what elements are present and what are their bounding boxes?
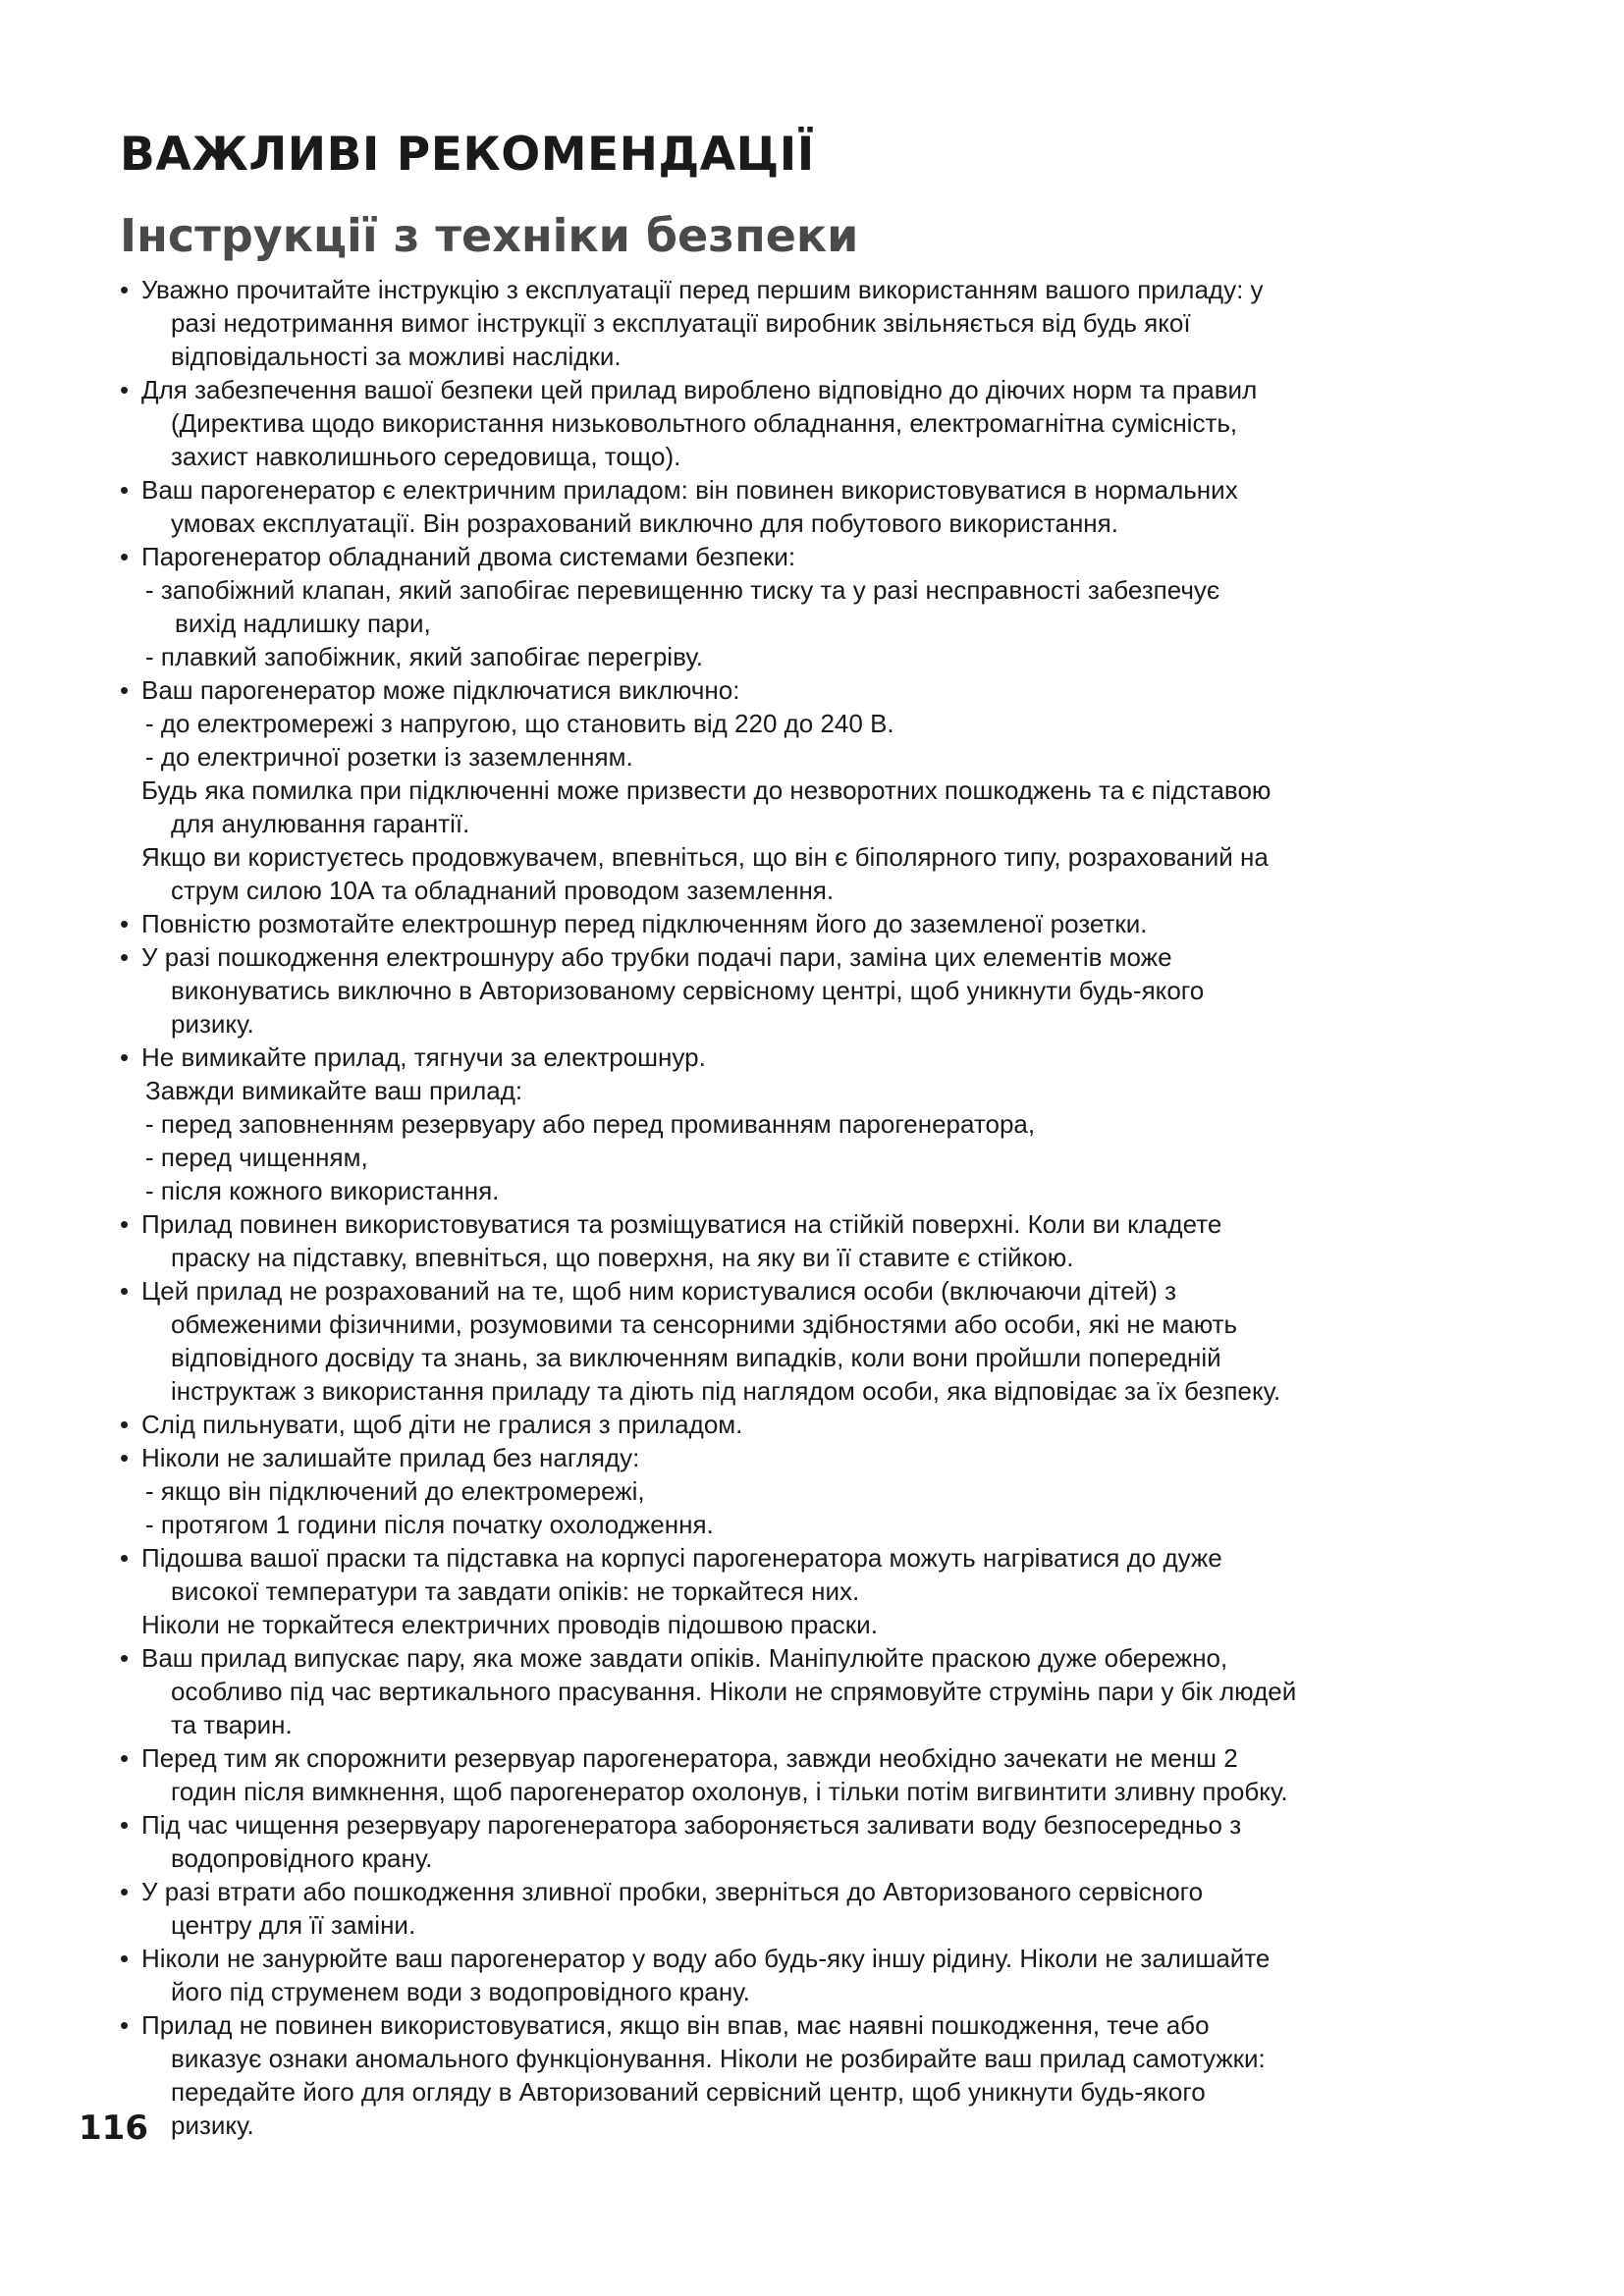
item-continuation-line: (Директива щодо використання низьковольтного обладнання, електромагнітна сумісність, — [171, 408, 1238, 438]
item-line: Якщо ви користуєтесь продовжувачем, впевніться, що він є біполярного типу, розрахований на — [141, 842, 1269, 872]
item-continuation-line: виказує ознаки аномального функціонування. Ніколи не розбирайте ваш прилад самотужки: — [171, 2044, 1266, 2073]
note-paragraph — [120, 774, 1514, 840]
item-line: - після кожного використання. — [145, 1176, 500, 1205]
sub-item — [120, 707, 1514, 740]
item-line: - до електромережі з напругою, що становить від 220 до 240 В. — [145, 709, 894, 738]
item-continuation-line: центру для її заміни. — [171, 1910, 416, 1940]
bullet-item — [120, 1741, 1514, 1808]
bullet-item — [120, 940, 1514, 1041]
item-line: Прилад повинен використовуватися та розміщуватися на стійкій поверхні. Коли ви кладете — [141, 1209, 1222, 1239]
item-continuation-line: та тварин. — [171, 1710, 293, 1739]
item-continuation-line: його під струменем води з водопровідного крану. — [171, 1977, 750, 2006]
sub-item — [120, 1508, 1514, 1541]
item-line: Ваш парогенератор може підключатися виключно: — [141, 675, 740, 705]
item-line: Ніколи не занурюйте ваш парогенератор у воду або будь-яку іншу рідину. Ніколи не залишайте — [141, 1944, 1271, 1973]
bullet-item — [120, 1207, 1514, 1274]
sub-item — [120, 1107, 1514, 1141]
item-continuation-line: струм силою 10А та обладнаний проводом заземлення. — [171, 876, 835, 905]
sub-item — [120, 1074, 1514, 1107]
item-continuation-line: захист навколишнього середовища, тощо). — [171, 442, 681, 471]
item-line: У разі втрати або пошкодження зливної пробки, зверніться до Авторизованого сервісного — [141, 1877, 1204, 1906]
item-continuation-line: умовах експлуатації. Він розрахований виключно для побутового використання. — [171, 508, 1118, 538]
item-continuation-line: відповідальності за можливі наслідки. — [171, 342, 622, 371]
sub-item — [120, 1174, 1514, 1207]
item-continuation-line: обмеженими фізичними, розумовими та сенсорними здібностями або особи, які не мають — [171, 1309, 1238, 1339]
item-continuation-line: високої температури та завдати опіків: не торкайтеся них. — [171, 1576, 860, 1606]
item-line: Перед тим як спорожнити резервуар парогенератора, завжди необхідно зачекати не менш 2 — [141, 1743, 1238, 1773]
bullet-item — [120, 540, 1514, 573]
note-paragraph — [120, 1608, 1514, 1641]
bullet-item — [120, 373, 1514, 473]
item-line: - перед заповненням резервуару або перед промиванням парогенератора, — [145, 1109, 1036, 1139]
item-continuation-line: ризику. — [171, 1009, 254, 1039]
bullet-item — [120, 1441, 1514, 1474]
sub-item — [120, 1474, 1514, 1508]
bullet-item — [120, 1041, 1514, 1074]
sub-item — [120, 640, 1514, 673]
item-continuation-line: інструктаж з використання приладу та діють під наглядом особи, яка відповідає за їх безпеку. — [171, 1376, 1281, 1406]
sub-item — [120, 1141, 1514, 1174]
item-line: - протягом 1 години після початку охолодження. — [145, 1510, 714, 1539]
item-continuation-line: вихід надлишку пари, — [175, 609, 431, 638]
item-line: Не вимикайте прилад, тягнучи за електрошнур. — [141, 1042, 706, 1072]
item-continuation-line: водопровідного крану. — [171, 1843, 433, 1873]
item-line: - якщо він підключений до електромережі, — [145, 1476, 645, 1506]
note-paragraph — [120, 840, 1514, 907]
page-content — [120, 128, 1514, 2142]
item-line: Завжди вимикайте ваш прилад: — [145, 1076, 523, 1105]
item-continuation-line: разі недотримання вимог інструкції з експлуатації виробник звільняється від будь якої — [171, 308, 1191, 338]
item-line: - запобіжний клапан, який запобігає перевищенню тиску та у разі несправності забезпечує — [145, 575, 1220, 605]
bullet-item — [120, 473, 1514, 540]
item-continuation-line: ризику. — [171, 2110, 254, 2140]
item-line: - плавкий запобіжник, який запобігає перегріву. — [145, 642, 703, 671]
sub-item — [120, 740, 1514, 774]
item-line: Будь яка помилка при підключенні може призвести до незворотних пошкоджень та є підставою — [141, 775, 1272, 805]
bullet-item — [120, 273, 1514, 373]
item-line: Ніколи не торкайтеся електричних проводів підошвою праски. — [141, 1610, 878, 1639]
bullet-item — [120, 2008, 1514, 2142]
bullet-item — [120, 1875, 1514, 1942]
item-line: Ваш парогенератор є електричним приладом: він повинен використовуватися в нормальних — [141, 475, 1238, 505]
item-line: Підошва вашої праски та підставка на корпусі парогенератора можуть нагріватися до дуже — [141, 1543, 1222, 1573]
item-continuation-line: особливо під час вертикального прасування. Ніколи не спрямовуйте струмінь пари у бік людей — [171, 1677, 1297, 1706]
item-continuation-line: виконуватись виключно в Авторизованому сервісному центрі, щоб уникнути будь-якого — [171, 976, 1205, 1005]
item-continuation-line: передайте його для огляду в Авторизований сервісний центр, щоб уникнути будь-якого — [171, 2077, 1206, 2107]
bullet-item — [120, 1808, 1514, 1875]
item-line: Уважно прочитайте інструкцію з експлуатації перед першим використанням вашого приладу: у — [141, 275, 1264, 304]
item-line: Для забезпечення вашої безпеки цей прилад вироблено відповідно до діючих норм та правил — [141, 375, 1258, 404]
item-line: Ваш прилад випускає пару, яка може завдати опіків. Маніпулюйте праскою дуже обережно, — [141, 1643, 1228, 1673]
item-line: Цей прилад не розрахований на те, щоб ним користувалися особи (включаючи дітей) з — [141, 1276, 1176, 1306]
sub-item — [120, 573, 1514, 640]
item-line: Під час чищення резервуару парогенератора забороняється заливати воду безпосередньо з — [141, 1810, 1242, 1840]
bullet-item — [120, 1274, 1514, 1408]
item-line: Слід пильнувати, щоб діти не гралися з приладом. — [141, 1410, 743, 1439]
item-continuation-line: відповідного досвіду та знань, за виключенням випадків, коли вони пройшли попередній — [171, 1343, 1221, 1372]
page-title: ВАЖЛИВІ РЕКОМЕНДАЦІЇ — [120, 128, 815, 182]
item-continuation-line: праску на підставку, впевніться, що поверхня, на яку ви її ставите є стійкою. — [171, 1243, 1074, 1272]
page-number: 116 — [79, 2109, 148, 2148]
bullet-item — [120, 1408, 1514, 1441]
item-continuation-line: для анулювання гарантії. — [171, 809, 470, 838]
safety-instructions-list — [120, 273, 1514, 2142]
item-continuation-line: годин після вимкнення, щоб парогенератор охолонув, і тільки потім вигвинтити зливну пробку. — [171, 1777, 1288, 1806]
item-line: Прилад не повинен використовуватися, якщо він впав, має наявні пошкодження, тече або — [141, 2010, 1210, 2040]
section-title: Інструкції з техніки безпеки — [120, 209, 859, 262]
item-line: Повністю розмотайте електрошнур перед підключенням його до заземленої розетки. — [141, 909, 1148, 938]
bullet-item — [120, 673, 1514, 707]
item-line: Парогенератор обладнаний двома системами безпеки: — [141, 542, 796, 571]
item-line: - перед чищенням, — [145, 1143, 368, 1172]
item-line: - до електричної розетки із заземленням. — [145, 742, 633, 772]
item-line: У разі пошкодження електрошнуру або трубки подачі пари, заміна цих елементів може — [141, 942, 1172, 972]
bullet-item — [120, 907, 1514, 940]
bullet-item — [120, 1942, 1514, 2008]
bullet-item — [120, 1641, 1514, 1741]
item-line: Ніколи не залишайте прилад без нагляду: — [141, 1443, 640, 1472]
bullet-item — [120, 1541, 1514, 1608]
